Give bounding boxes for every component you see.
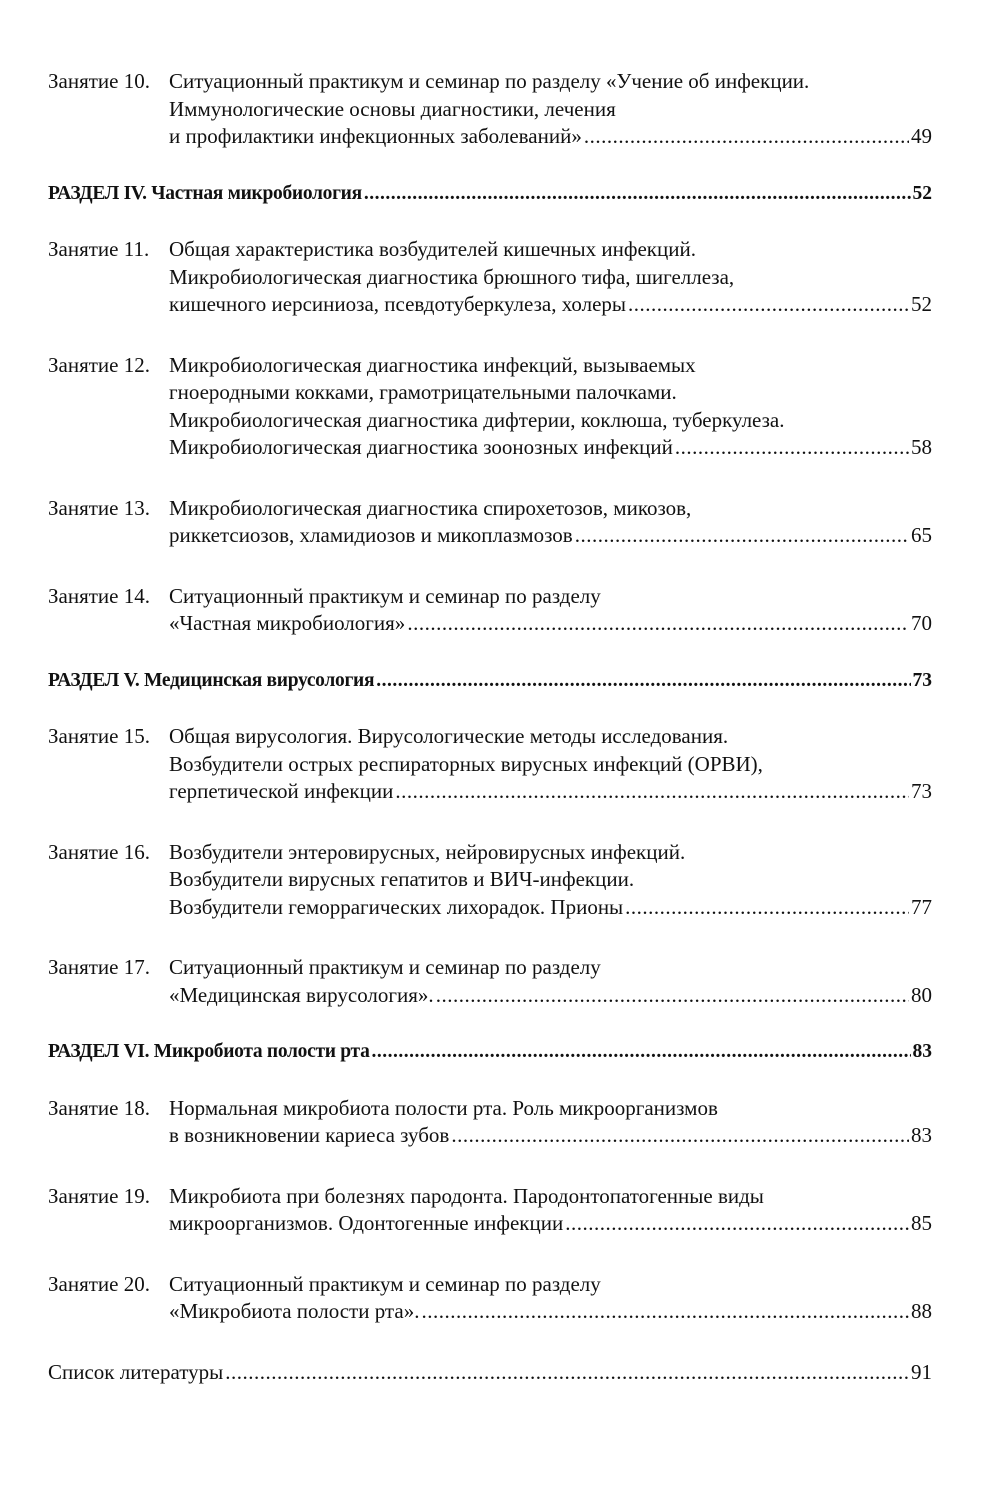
dot-leader (225, 1359, 909, 1387)
lesson-label: Занятие 18. (48, 1095, 150, 1120)
entry-line: Ситуационный практикум и семинар по разделу (169, 1271, 601, 1296)
page-number: 83 (912, 1041, 932, 1062)
page-number: 70 (911, 611, 932, 635)
toc-entry-lesson-12[interactable] (48, 352, 932, 462)
dot-leader (451, 1122, 909, 1150)
entry-line: кишечного иерсиниоза, псевдотуберкулеза, холеры (169, 292, 627, 316)
toc-section-6[interactable] (48, 1038, 932, 1066)
toc-entry-lesson-17[interactable] (48, 954, 932, 1009)
entry-line: Микробиологическая диагностика зоонозных инфекций (169, 435, 673, 459)
dot-leader (364, 180, 911, 208)
lesson-label: Занятие 19. (48, 1183, 150, 1208)
toc-entry-references[interactable] (48, 1359, 932, 1387)
entry-line: риккетсиозов, хламидиозов и микоплазмозов (169, 523, 573, 547)
page-number: 85 (911, 1211, 932, 1235)
lesson-label: Занятие 13. (48, 495, 150, 520)
entry-line: Микробиота при болезнях пародонта. Пародонтопатогенные виды (169, 1183, 764, 1208)
entry-line: Возбудители геморрагических лихорадок. Прионы (169, 894, 624, 919)
references-title: Список литературы (48, 1359, 224, 1384)
page-number: 77 (911, 894, 932, 919)
toc-entry-lesson-10[interactable] (48, 68, 932, 151)
entry-line: «Медицинская вирусология». (169, 982, 434, 1007)
entry-line: Микробиологическая диагностика дифтерии, коклюша, туберкулеза. (169, 407, 785, 432)
page-number: 52 (911, 292, 932, 316)
page-number: 73 (912, 669, 932, 691)
entry-line: Общая характеристика возбудителей кишечных инфекций. (169, 237, 696, 261)
section-title: РАЗДЕЛ V. Медицинская вирусология (48, 669, 375, 691)
toc-entry-lesson-20[interactable] (48, 1271, 932, 1326)
entry-line: и профилактики инфекционных заболеваний» (169, 124, 582, 148)
dot-leader (575, 522, 909, 550)
entry-line: «Частная микробиология» (169, 611, 406, 635)
toc-entry-lesson-14[interactable] (48, 583, 932, 638)
entry-line: Нормальная микробиота полости рта. Роль микроорганизмов (169, 1095, 718, 1120)
table-of-contents (48, 68, 932, 1386)
toc-entry-lesson-18[interactable] (48, 1095, 932, 1150)
entry-line: Ситуационный практикум и семинар по разделу (169, 583, 601, 608)
dot-leader (372, 1038, 911, 1066)
dot-leader (436, 982, 909, 1010)
page-number: 91 (911, 1359, 932, 1384)
dot-leader (675, 434, 909, 462)
toc-entry-lesson-19[interactable] (48, 1183, 932, 1238)
dot-leader (628, 291, 909, 319)
lesson-label: Занятие 16. (48, 839, 150, 864)
entry-line: в возникновении кариеса зубов (169, 1123, 450, 1147)
lesson-label: Занятие 11. (48, 237, 150, 261)
entry-line: микроорганизмов. Одонтогенные инфекции (169, 1211, 564, 1235)
dot-leader (407, 610, 909, 638)
dot-leader (584, 123, 909, 151)
entry-line: Микробиологическая диагностика инфекций, вызываемых (169, 352, 696, 377)
entry-line: Возбудители вирусных гепатитов и ВИЧ-инфекции. (169, 867, 635, 891)
entry-line: Общая вирусология. Вирусологические методы исследования. (169, 724, 729, 748)
toc-entry-lesson-16[interactable] (48, 839, 932, 922)
entry-line: Возбудители острых респираторных вирусных инфекций (ОРВИ), (169, 751, 763, 776)
page-number: 80 (911, 982, 932, 1007)
dot-leader (421, 1298, 909, 1326)
section-title: РАЗДЕЛ VI. Микробиота полости рта (48, 1041, 370, 1062)
dot-leader (376, 667, 910, 695)
entry-line: Ситуационный практикум и семинар по разделу (169, 955, 601, 979)
page-number: 49 (911, 124, 932, 148)
toc-entry-lesson-13[interactable] (48, 495, 932, 550)
entry-line: гноеродными кокками, грамотрицательными палочками. (169, 380, 677, 404)
entry-line: Микробиологическая диагностика спирохетозов, микозов, (169, 495, 692, 520)
entry-line: Ситуационный практикум и семинар по разделу «Учение об инфекции. (169, 69, 810, 93)
lesson-label: Занятие 17. (48, 955, 150, 979)
page-number: 65 (911, 523, 932, 547)
lesson-label: Занятие 10. (48, 69, 150, 93)
page-number: 73 (911, 779, 932, 803)
dot-leader (395, 778, 909, 806)
entry-line: герпетической инфекции (169, 779, 394, 803)
entry-line: Иммунологические основы диагностики, лечения (169, 96, 616, 121)
entry-line: «Микробиота полости рта». (169, 1299, 420, 1323)
dot-leader (565, 1210, 909, 1238)
page-number: 58 (911, 435, 932, 459)
lesson-label: Занятие 15. (48, 724, 150, 748)
lesson-label: Занятие 12. (48, 352, 150, 377)
toc-entry-lesson-15[interactable] (48, 723, 932, 806)
toc-entry-lesson-11[interactable] (48, 236, 932, 319)
toc-section-5[interactable] (48, 667, 932, 695)
dot-leader (625, 894, 909, 922)
entry-line: Микробиологическая диагностика брюшного тифа, шигеллеза, (169, 264, 735, 289)
lesson-label: Занятие 20. (48, 1271, 150, 1296)
page-number: 83 (911, 1123, 932, 1147)
page-number: 88 (911, 1299, 932, 1323)
section-title: РАЗДЕЛ IV. Частная микробиология (48, 182, 362, 204)
entry-line: Возбудители энтеровирусных, нейровирусных инфекций. (169, 839, 686, 864)
page-number: 52 (912, 182, 932, 204)
lesson-label: Занятие 14. (48, 583, 150, 608)
toc-section-4[interactable] (48, 180, 932, 208)
